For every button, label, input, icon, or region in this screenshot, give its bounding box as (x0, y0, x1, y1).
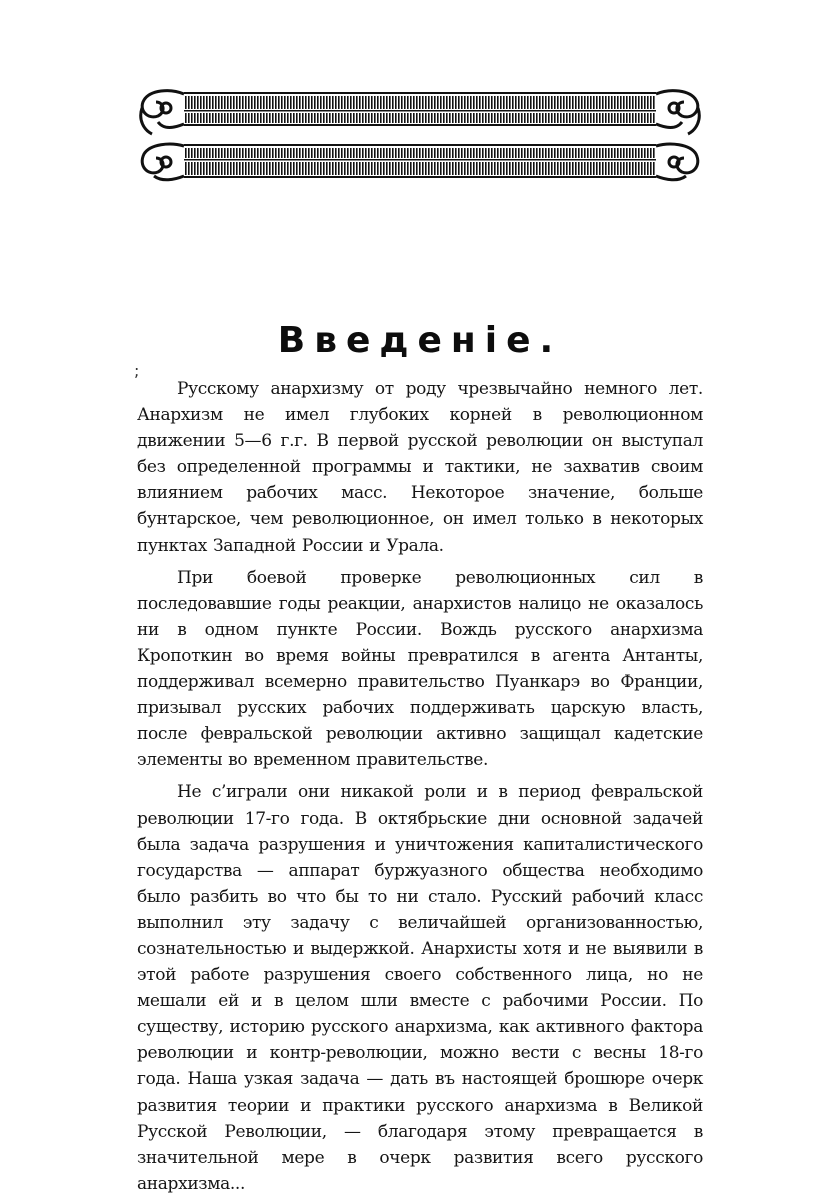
article-body (137, 376, 703, 1203)
stray-ink-mark: ; (134, 361, 140, 380)
paragraph: При боевой проверке революционных сил в последовавшие годы реакции, анархистов налицо не оказалось ни в одном пункте России. Вождь русского анархизма Кропоткин во время войны превратился в агента Антанты, поддерживал всемерно правительство Пуанкарэ во Франции, призывал русских рабочих поддерживать царскую власть, после февральской революции активно защищал кадетские элементы во временном правительстве. (137, 567, 703, 771)
paragraph: Русскому анархизму от роду чрезвычайно немного лет. Анархизм не имел глубоких корней в революционном движении 5—6 г.г. В первой русской революции он выступал без определенной программы и тактики, не захватив своим влиянием рабочих масс. Некоторое значение, больше бунтарское, чем революционное, он имел только в некоторых пунктах Западной России и Урала. (137, 379, 703, 556)
decorative-header-ornament (134, 86, 706, 186)
page-title: Введенiе. (277, 320, 563, 361)
paragraph: Не с’играли они никакой роли и в период февральской революции 17-го года. В октябрьские дни основной задачей была задача разрушения и уничтожения капиталистического государства — аппарат буржуазного общества необходимо было разбить во что бы то ни стало. Русский рабочий класс выполнил эту задачу с величайшей организованностью, сознательностью и выдержкой. Анархисты хотя и не выявили в этой работе разрушения своего собственного лица, но не мешали ей и в целом шли вместе с рабочими России. По существу, историю русского анархизма, как активного фактора революции и контр-революции, можно вести с весны 18-го года. Наша узкая задача — дать въ настоящей брошюре очерк развития теории и практики русского анархизма в Великой Русской Революции, — благодаря этому превращается в значительной мере в очерк развития всего русского анархизма... (137, 782, 703, 1194)
